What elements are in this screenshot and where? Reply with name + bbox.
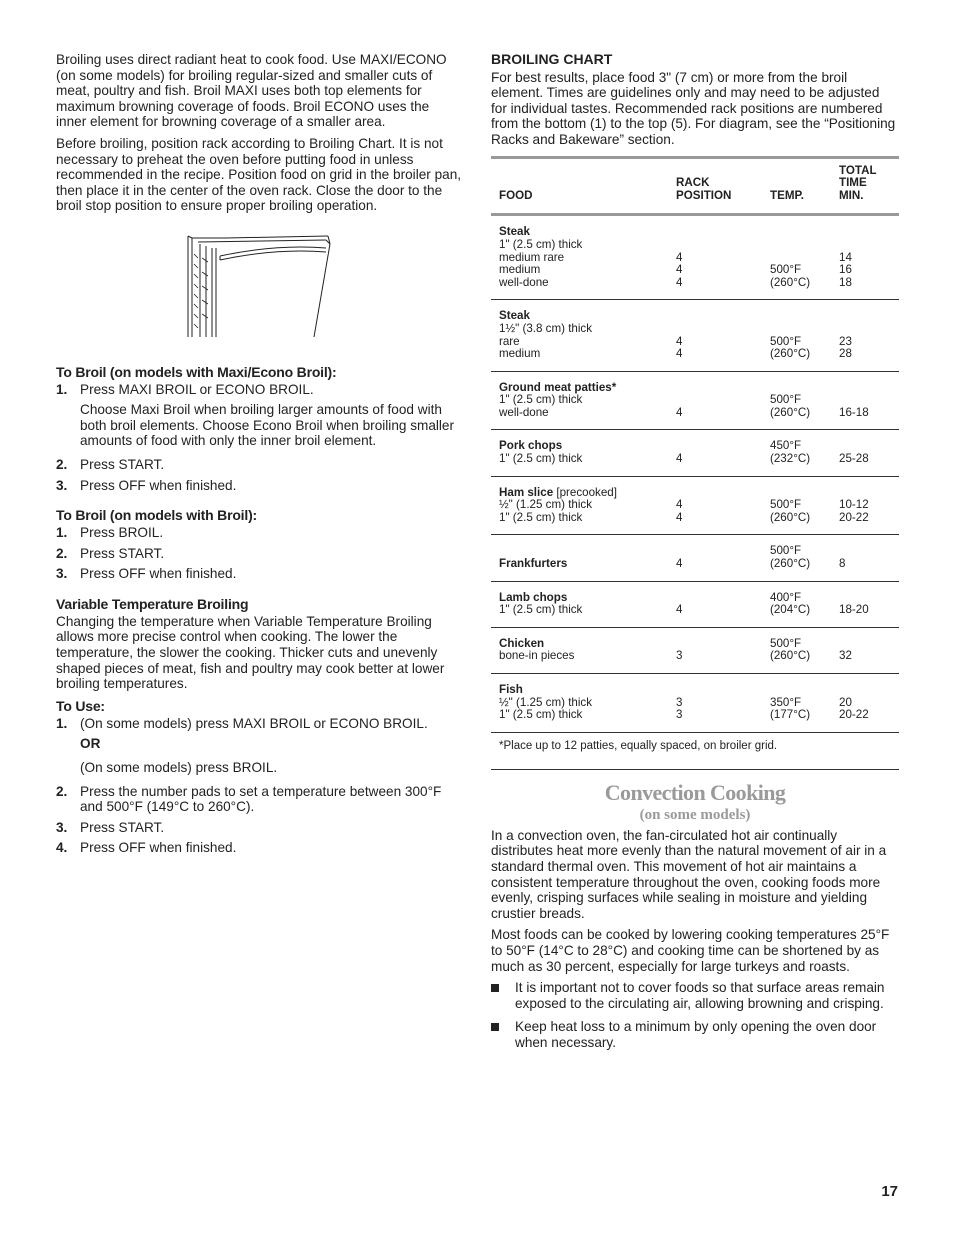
cell-temp-value: (260°C): [770, 557, 811, 571]
cell-food: [491, 627, 676, 673]
cell-rack-position-value: 4: [676, 603, 683, 617]
cell-rack-position-value: 4: [676, 275, 683, 289]
cell-total-time-value: 20-22: [839, 510, 869, 524]
food-name: Fish: [499, 683, 523, 696]
cell-total-time-value: 16: [839, 263, 852, 277]
step-text: Press START.: [80, 456, 165, 472]
step-text: Press START.: [80, 545, 165, 561]
step-number: 2.: [56, 783, 68, 799]
step-number: 3.: [56, 566, 68, 582]
left-column: [56, 52, 462, 861]
cell-rack-position: [676, 300, 770, 371]
step-number: 4.: [56, 840, 68, 856]
cell-food: [491, 581, 676, 627]
cell-rack-position-value: 4: [676, 250, 683, 264]
to-use-alt: (On some models) press BROIL.: [80, 760, 278, 776]
food-detail: 1" (2.5 cm) thick: [499, 237, 583, 251]
cell-total-time-value: 14: [839, 250, 852, 264]
convection-bullet-2: [491, 1019, 899, 1050]
to-use-heading: To Use:: [56, 697, 105, 714]
food-detail: 1½" (3.8 cm) thick: [499, 321, 593, 335]
cell-temp: [770, 371, 839, 430]
food-name: Steak: [499, 225, 530, 239]
cell-total-time-value: 28: [839, 347, 852, 361]
broil-step-3: [56, 566, 462, 582]
cell-total-time: [839, 430, 899, 476]
cell-total-time: [839, 581, 899, 627]
cell-rack-position: [676, 215, 770, 300]
broil-step-2: [56, 546, 462, 562]
cell-rack-position: [676, 674, 770, 733]
cell-total-time: [839, 300, 899, 371]
cell-food: [491, 430, 676, 476]
food-detail: well-done: [499, 405, 549, 419]
cell-temp: [770, 430, 839, 476]
cell-rack-position: [676, 476, 770, 535]
food-detail: 1" (2.5 cm) thick: [499, 393, 583, 407]
step-number: 2.: [56, 456, 68, 472]
cell-temp: [770, 300, 839, 371]
cell-rack-position-value: 4: [676, 510, 683, 524]
cell-total-time-value: 25-28: [839, 452, 869, 466]
cell-total-time: [839, 215, 899, 300]
cell-total-time-value: 10-12: [839, 498, 869, 512]
cell-rack-position-value: 3: [676, 695, 683, 709]
food-name: Frankfurters: [499, 557, 568, 571]
cell-temp-value: (260°C): [770, 405, 811, 419]
cell-total-time-value: 20-22: [839, 708, 869, 722]
bullet-text: Keep heat loss to a minimum by only opening the oven door when necessary.: [515, 1019, 877, 1050]
section-divider: [491, 769, 899, 770]
cell-temp-value: 400°F: [770, 590, 802, 604]
cell-temp-value: (232°C): [770, 452, 811, 466]
cell-total-time-value: 8: [839, 557, 846, 571]
maxi-econo-heading: To Broil (on models with Maxi/Econo Broil):: [56, 363, 337, 380]
cell-temp: [770, 476, 839, 535]
oven-door-broil-stop-illustration: [186, 234, 332, 338]
step-number: 1.: [56, 525, 68, 541]
cell-total-time: [839, 535, 899, 581]
step-text: Press MAXI BROIL or ECONO BROIL.: [80, 381, 314, 397]
convection-bullet-1: [491, 980, 899, 1011]
cell-temp: [770, 215, 839, 300]
table-row: [491, 430, 899, 476]
table-row: [491, 215, 899, 300]
table-footnote: *Place up to 12 patties, equally spaced, on broiler grid.: [499, 739, 778, 752]
right-column: [491, 52, 899, 1059]
cell-rack-position-value: 3: [676, 708, 683, 722]
food-name: Steak: [499, 309, 530, 323]
cell-rack-position-value: 4: [676, 557, 683, 571]
table-row: [491, 300, 899, 371]
cell-total-time-value: 20: [839, 695, 852, 709]
cell-total-time: [839, 627, 899, 673]
step-text: Press START.: [80, 819, 165, 835]
cell-total-time: [839, 674, 899, 733]
cell-temp-value: 500°F: [770, 263, 802, 277]
table-header-row: [491, 157, 899, 215]
cell-temp: [770, 627, 839, 673]
or-label: OR: [80, 736, 101, 752]
variable-temp-heading: Variable Temperature Broiling: [56, 595, 249, 612]
cell-temp-value: 450°F: [770, 439, 802, 453]
to-use-step-2: [56, 784, 462, 815]
page-number: 17: [881, 1183, 898, 1200]
cell-rack-position: [676, 581, 770, 627]
food-name-suffix: [precooked]: [553, 485, 617, 499]
cell-total-time-value: 32: [839, 649, 852, 663]
bullet-square-icon: [491, 1023, 499, 1031]
food-detail: well-done: [499, 275, 549, 289]
header-food: FOOD: [499, 188, 533, 202]
cell-temp: [770, 581, 839, 627]
broil-step-1: [56, 525, 462, 541]
cell-temp-value: 500°F: [770, 498, 802, 512]
step-number: 1.: [56, 381, 68, 397]
table-row: [491, 627, 899, 673]
to-use-step-4: [56, 840, 462, 856]
table-row: [491, 535, 899, 581]
food-detail: 1" (2.5 cm) thick: [499, 510, 583, 524]
cell-rack-position-value: 4: [676, 405, 683, 419]
food-detail: 1" (2.5 cm) thick: [499, 452, 583, 466]
convection-paragraph-2: Most foods can be cooked by lowering cooking temperatures 25°F to 50°F (14°C to 28°C) and cooking time can be shortened by as much as 30 percent, especially for large turkeys and roasts.: [491, 927, 890, 974]
cell-temp-value: (260°C): [770, 649, 811, 663]
cell-temp: [770, 674, 839, 733]
food-detail: medium: [499, 347, 541, 361]
intro-paragraph-2: Before broiling, position rack according to Broiling Chart. It is not necessary to preheat the oven before putting food in unless recommended in the recipe. Position food on grid in the broiler pan, then place it in the center of the oven rack. Close the door to the broil stop position to ensure proper broiling operation.: [56, 135, 462, 214]
table-row: [491, 674, 899, 733]
step-number: 1.: [56, 715, 68, 731]
step-number: 2.: [56, 545, 68, 561]
food-detail: medium: [499, 263, 541, 277]
cell-food: [491, 535, 676, 581]
food-name: Lamb chops: [499, 590, 568, 604]
cell-temp-value: (260°C): [770, 510, 811, 524]
cell-total-time-value: 23: [839, 334, 852, 348]
bullet-square-icon: [491, 984, 499, 992]
broiling-chart-intro: For best results, place food 3" (7 cm) or more from the broil element. Times are guidelines only and may need to be adjusted for individual tastes. Recommended rack positions are numbered from the bottom (1) to the top (5). For diagram, see the “Positioning Racks and Bakeware” section.: [491, 69, 896, 147]
header-rack-position: RACK POSITION: [676, 176, 732, 202]
cell-total-time-value: 16-18: [839, 405, 869, 419]
cell-rack-position-value: 4: [676, 452, 683, 466]
food-detail: 1" (2.5 cm) thick: [499, 603, 583, 617]
cell-rack-position: [676, 430, 770, 476]
cell-temp-value: (204°C): [770, 603, 811, 617]
cell-rack-position-value: 3: [676, 649, 683, 663]
convection-title: Convection Cooking: [604, 779, 786, 805]
food-detail: 1" (2.5 cm) thick: [499, 708, 583, 722]
food-name: Ground meat patties*: [499, 380, 617, 394]
table-row: [491, 371, 899, 430]
cell-rack-position: [676, 535, 770, 581]
maxi-step-2: [56, 457, 462, 473]
maxi-note: Choose Maxi Broil when broiling larger amounts of food with both broil elements. Choose Econo Broil when broiling smaller amounts of food with only the inner broil element.: [80, 402, 455, 449]
step-number: 3.: [56, 477, 68, 493]
step-text: Press OFF when finished.: [80, 840, 237, 856]
cell-total-time-value: 18-20: [839, 603, 869, 617]
cell-rack-position-value: 4: [676, 334, 683, 348]
broil-heading: To Broil (on models with Broil):: [56, 507, 257, 524]
intro-paragraph-1: Broiling uses direct radiant heat to cook food. Use MAXI/ECONO (on some models) for broiling regular-sized and smaller cuts of meat, poultry and fish. Broil MAXI uses both top elements for maximum browning coverage of foods. Broil ECONO uses the inner element for browning coverage of a smaller area.: [56, 52, 447, 130]
header-total-time: TOTAL TIME MIN.: [839, 163, 877, 202]
convection-subtitle: (on some models): [639, 806, 751, 823]
maxi-step-3: [56, 478, 462, 494]
food-name: Ham slice: [499, 485, 554, 499]
table-row: [491, 476, 899, 535]
cell-food: [491, 300, 676, 371]
cell-food: [491, 476, 676, 535]
food-detail: rare: [499, 334, 520, 348]
cell-temp-value: 500°F: [770, 636, 802, 650]
food-detail: ½" (1.25 cm) thick: [499, 695, 593, 709]
step-text: (On some models) press MAXI BROIL or ECONO BROIL.: [80, 715, 428, 731]
food-name: Pork chops: [499, 439, 563, 453]
table-body: [491, 215, 899, 732]
cell-temp: [770, 535, 839, 581]
step-text: Press the number pads to set a temperature between 300°F and 500°F (149°C to 260°C).: [80, 783, 442, 815]
cell-total-time-value: 18: [839, 275, 852, 289]
cell-food: [491, 674, 676, 733]
cell-rack-position: [676, 627, 770, 673]
cell-total-time: [839, 371, 899, 430]
cell-rack-position-value: 4: [676, 498, 683, 512]
step-text: Press OFF when finished.: [80, 566, 237, 582]
cell-rack-position: [676, 371, 770, 430]
food-detail: bone-in pieces: [499, 649, 575, 663]
food-detail: medium rare: [499, 250, 565, 264]
table-row: [491, 581, 899, 627]
cell-food: [491, 371, 676, 430]
step-text: Press BROIL.: [80, 525, 164, 541]
cell-rack-position-value: 4: [676, 347, 683, 361]
cell-temp-value: (260°C): [770, 347, 811, 361]
convection-paragraph-1: In a convection oven, the fan-circulated hot air continually distributes heat more evenly than the natural movement of air in a standard thermal oven. This movement of hot air maintains a consistent temperature throughout the oven, cooking foods more evenly, crisping surfaces while sealing in moisture and yielding crustier breads.: [491, 827, 887, 921]
to-use-step-3: [56, 820, 462, 836]
cell-rack-position-value: 4: [676, 263, 683, 277]
bullet-text: It is important not to cover foods so that surface areas remain exposed to the circulating air, allowing browning and crisping.: [515, 980, 885, 1011]
cell-temp-value: (260°C): [770, 275, 811, 289]
food-name: Chicken: [499, 636, 545, 650]
cell-food: [491, 215, 676, 300]
broiling-chart-table: [491, 156, 899, 733]
food-detail: ½" (1.25 cm) thick: [499, 498, 593, 512]
maxi-step-1: [56, 382, 462, 398]
cell-total-time: [839, 476, 899, 535]
to-use-step-1: [56, 716, 462, 732]
step-number: 3.: [56, 819, 68, 835]
broiling-chart-title: BROILING CHART: [491, 51, 613, 67]
header-temp: TEMP.: [770, 188, 804, 202]
cell-temp-value: 350°F: [770, 695, 802, 709]
cell-temp-value: (177°C): [770, 708, 811, 722]
cell-temp-value: 500°F: [770, 393, 802, 407]
variable-temp-text: Changing the temperature when Variable Temperature Broiling allows more precise control when cooking. The lower the temperature, the slower the cooking. Thicker cuts and unevenly shaped pieces of meat, fish and poultry may cook better at lower broiling temperatures.: [56, 613, 445, 692]
cell-temp-value: 500°F: [770, 544, 802, 558]
step-text: Press OFF when finished.: [80, 477, 237, 493]
cell-temp-value: 500°F: [770, 334, 802, 348]
